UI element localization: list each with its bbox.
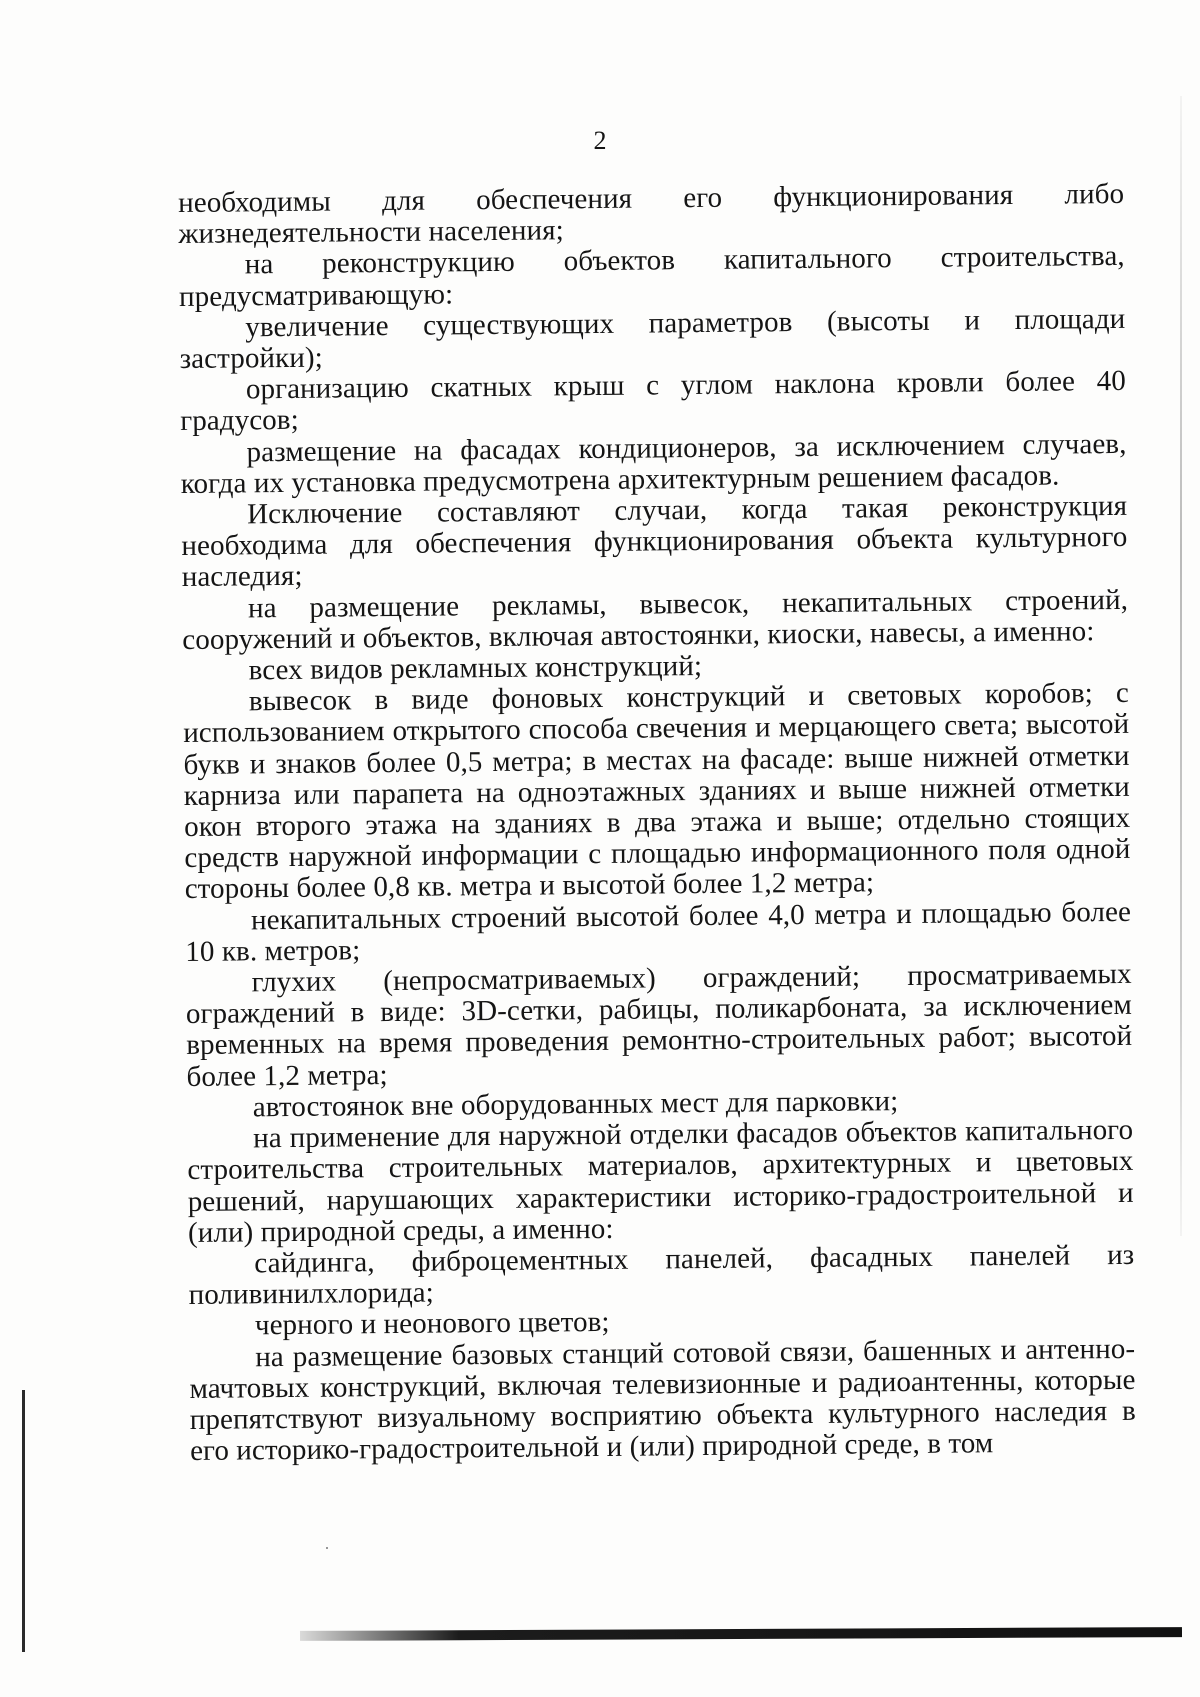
paragraph: автостоянок вне оборудованных мест для парковки;	[252, 1085, 899, 1124]
paragraph: глухих (непросматриваемых) ограждений; просматриваемых ограждений в виде: 3D-сетки, рабицы, поликарбоната, за исключением временных на время проведения ремонтно-строительных работ; высотой более 1,2 метра;	[185, 957, 1133, 1093]
paragraph: на реконструкцию объектов капитального строительства, предусматривающую:	[178, 240, 1125, 313]
paragraph: организацию скатных крыш с углом наклона кровли более 40 градусов;	[180, 365, 1127, 438]
paragraph: Исключение составляют случаи, когда такая реконструкция необходима для обеспечения функционирования объекта культурного наследия;	[181, 489, 1128, 594]
scan-edge-left	[22, 1390, 25, 1652]
paragraph: вывесок в виде фоновых конструкций и световых коробов; с использованием открытого способа свечения и мерцающего света; высотой букв и знаков более 0,5 метра; в местах на фасаде: выше нижней отметки карниза или парапета на одноэтажных зданиях и выше нижней отметки окон второго этажа на зданиях в два этажа и выше; отдельно стоящих средств наружной информации с площадью информационного поля одной стороны более 0,8 кв. метра и высотой более 1,2 метра;	[183, 677, 1131, 906]
paragraph: сайдинга, фиброцементных панелей, фасадных панелей из поливинилхлорида;	[188, 1238, 1135, 1312]
paragraph: некапитальных строений высотой более 4,0 метра и площадью более 10 кв. метров;	[185, 895, 1132, 968]
paragraph: необходимы для обеспечения его функционирования либо жизнедеятельности населения;	[177, 177, 1125, 251]
paragraph: на размещение базовых станций сотовой связи, башенных и антенно-мачтовых конструкций, включая телевизионные и радиоантенны, которые препятствуют визуальному восприятию объекта культурного наследия в его историко-градостроительной и (или) природной среде, в том	[189, 1332, 1136, 1468]
scan-speck	[326, 1547, 328, 1549]
page-number: 2	[593, 126, 607, 155]
paragraph: на размещение рекламы, вывесок, некапитальных строений, сооружений и объектов, включая автостоянки, киоски, навесы, а именно:	[182, 583, 1129, 656]
paragraph: увеличение существующих параметров (высоты и площади застройки);	[179, 302, 1126, 376]
paragraph: размещение на фасадах кондиционеров, за исключением случаев, когда их установка предусмотрена архитектурным решением фасадов.	[180, 427, 1127, 500]
body-text	[178, 179, 1136, 1467]
scan-bottom-edge	[300, 1627, 1182, 1641]
paragraph: всех видов рекламных конструкций;	[248, 650, 703, 687]
scan-edge-right	[1180, 96, 1182, 1236]
paragraph: черного и неонового цветов;	[254, 1306, 610, 1342]
paragraph: на применение для наружной отделки фасадов объектов капитального строительства строительных материалов, архитектурных и цветовых решений, нарушающих характеристики историко-градостроительной и (или) природной среды, а именно:	[187, 1113, 1134, 1249]
